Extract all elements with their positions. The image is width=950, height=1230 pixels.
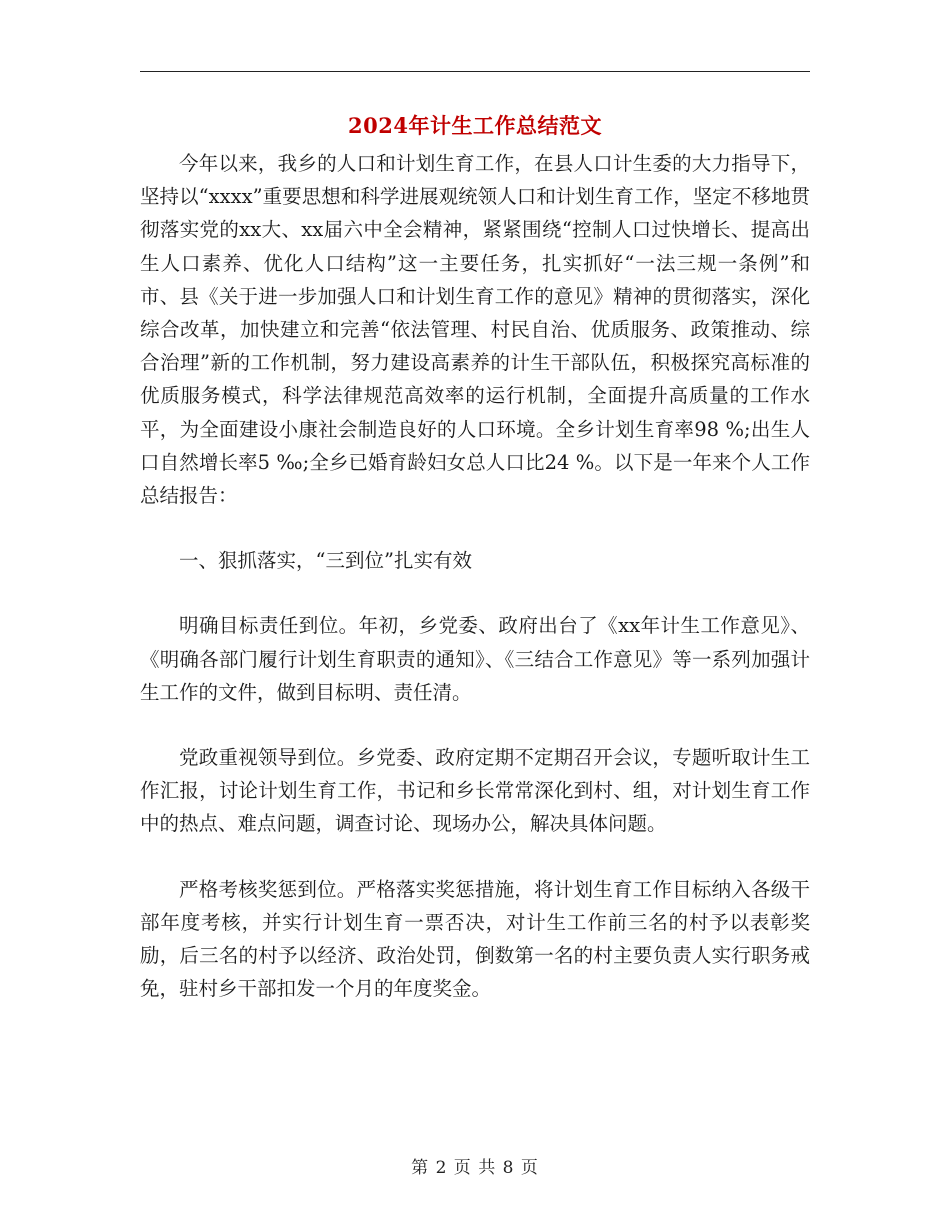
body-paragraph: 党政重视领导到位。乡党委、政府定期不定期召开会议，专题听取计生工作汇报，讨论计划生育工作，书记和乡长常常深化到村、组，对计划生育工作中的热点、难点问题，调查讨论、现场办公，解决具体问题。 <box>140 746 810 836</box>
intro-paragraph: 今年以来，我乡的人口和计划生育工作，在县人口计生委的大力指导下，坚持以“xxxx”重要思想和科学进展观统领人口和计划生育工作，坚定不移地贯彻落实党的xx大、xx届六中全会精神，紧紧围绕“控制人口过快增长、提高出生人口素养、优化人口结构”这一主要任务，扎实抓好“一法三规一条例”和市、县《关于进一步加强人口和计划生育工作的意见》精神的贯彻落实，深化综合改革，加快建立和完善“依法管理、村民自治、优质服务、政策推动、综合治理”新的工作机制，努力建设高素养的计生干部队伍，积极探究高标准的优质服务模式，科学法律规范高效率的运行机制，全面提升高质量的工作水平，为全面建设小康社会制造良好的人口环境。全乡计划生育率98 %;出生人口自然增长率5 ‰;全乡已婚育龄妇女总人口比24 %。以下是一年来个人工作总结报告： <box>140 152 810 508</box>
section-heading: 一、狠抓落实，“三到位”扎实有效 <box>179 549 472 573</box>
body-paragraph: 明确目标责任到位。年初，乡党委、政府出台了《xx年计生工作意见》、《明确各部门履行计划生育职责的通知》、《三结合工作意见》等一系列加强计生工作的文件，做到目标明、责任清。 <box>140 614 810 704</box>
body-paragraph: 严格考核奖惩到位。严格落实奖惩措施，将计划生育工作目标纳入各级干部年度考核，并实行计划生育一票否决，对计生工作前三名的村予以表彰奖励，后三名的村予以经济、政治处罚，倒数第一名的村主要负责人实行职务戒免，驻村乡干部扣发一个月的年度奖金。 <box>140 877 810 1001</box>
header-rule <box>140 71 810 72</box>
document-body <box>140 147 810 1005</box>
document-title: 2024年计生工作总结范文 <box>348 113 602 138</box>
page-number-footer: 第 2 页 共 8 页 <box>411 1158 539 1178</box>
